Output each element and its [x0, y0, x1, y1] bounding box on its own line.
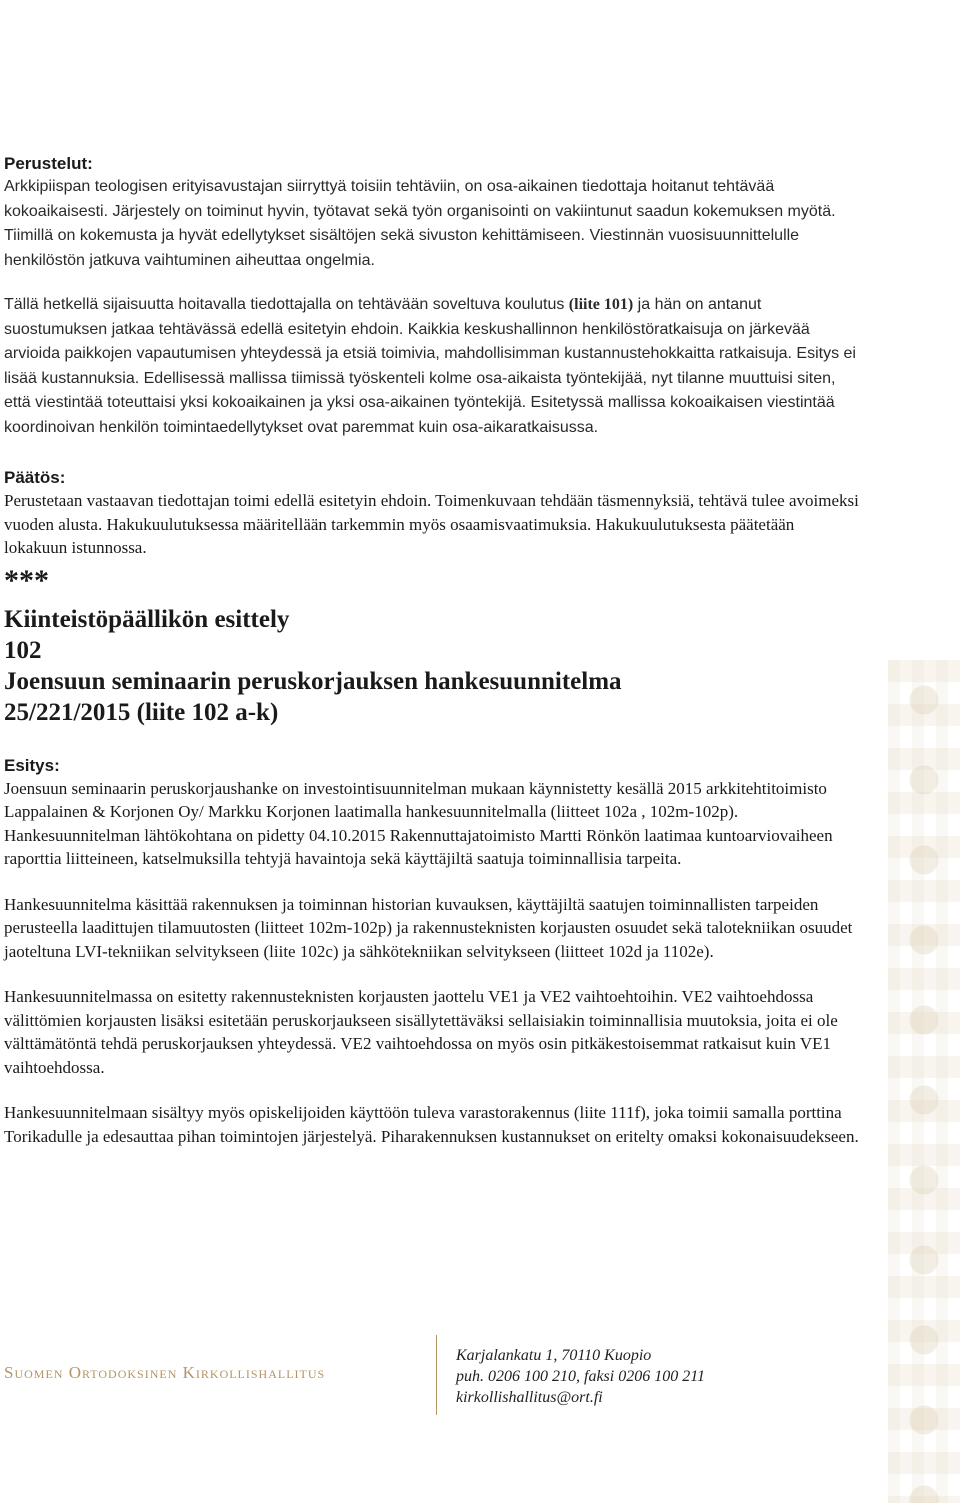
- contact-block: [456, 1345, 705, 1408]
- item-title: Joensuun seminaarin peruskorjauksen hankesuunnitelma: [4, 667, 622, 695]
- organization-name: Suomen Ortodoksinen Kirkollishallitus: [4, 1363, 326, 1382]
- item-number: 102: [4, 636, 42, 664]
- perustelut-paragraph-2: [4, 293, 860, 440]
- letterhead-footer: [4, 1335, 804, 1415]
- presenter-heading: Kiinteistöpäällikön esittely: [4, 605, 290, 633]
- esitys-paragraph-4: Hankesuunnitelmaan sisältyy myös opiskelijoiden käyttöön tuleva varastorakennus (liite 111f), joka toimii samalla porttina Torikadulle ja edesauttaa pihan toimintojen järjestelyä. Piharakennuksen kustannukset on eritelty omaksi kokonaisuudekseen.: [4, 1103, 859, 1146]
- esitys-paragraph-1: Joensuun seminaarin peruskorjaushanke on investointisuunnitelman mukaan käynnistetty kesällä 2015 arkkitehtitoimisto Lappalainen & Korjonen Oy/ Markku Korjonen laatimalla hankesuunnitelmalla (liitteet 102a , 102m-102p). Hankesuunnitelman lähtökohtana on pidetty 04.10.2015 Rakennuttajatoimisto Martti Rönkön laatimaa kuntoarviovaiheen raporttia liitteineen, katselmuksilla tehtyjä havaintoja sekä käyttäjiltä saatuja toiminnallisia tarpeita.: [4, 778, 833, 868]
- phone-line: puh. 0206 100 210, faksi 0206 100 211: [456, 1368, 706, 1385]
- esitys-heading: Esitys:: [4, 755, 60, 775]
- perustelut-p2-text-b: ja hän on antanut suostumuksen jatkaa tehtävässä edellä esitetyin ehdoin. Kaikkia keskushallinnon henkilöstöratkaisuja on järkevää arvioida paikkojen vapautumisen yhteydessä ja etsiä toimivia, mahdollisimman kustannustehokkaitta ratkaisuja. Esitys ei lisää kustannuksia. Edellisessä mallissa tiimissä työskenteli kolme osa-aikaista työntekijää, nyt tilanne muuttuisi siten, että viestintää toteuttaisi yksi kokoaikainen ja yksi osa-aikainen työntekijä. Esitetyssä mallissa kokoaikaisen viestintää koordinoivan henkilön toimintaedellytykset ovat paremmat kuin osa-aikaratkaisussa.: [4, 296, 856, 436]
- esitys-paragraph-2: Hankesuunnitelma käsittää rakennuksen ja toiminnan historian kuvauksen, käyttäjiltä saatujen toiminnallisten tarpeiden perusteella laadittujen tilamuutosten (liitteet 102m-102p) ja rakennusteknisten korjausten osuudet sekä talotekniikan osuudet jaoteltuna LVI-tekniikan selvitykseen (liite 102c) ja sähkötekniikan selvitykseen (liitteet 102d ja 1102e).: [4, 894, 853, 961]
- address-line: Karjalankatu 1, 70110 Kuopio: [456, 1347, 652, 1364]
- document-body: [4, 152, 860, 1148]
- footer-divider: [436, 1335, 437, 1415]
- paatos-paragraph: Perustetaan vastaavan tiedottajan toimi edellä esitetyin ehdoin. Toimenkuvaan tehdään täsmennyksiä, tehtävä tulee avoimeksi vuoden alusta. Hakukuulutuksessa määritellään tarkemmin myös osaamisvaatimuksia. Hakukuulutuksesta päätetään lokakuun istunnossa.: [4, 491, 859, 557]
- section-separator: ***: [4, 563, 49, 597]
- item-reference: 25/221/2015 (liite 102 a-k): [4, 698, 279, 726]
- paatos-heading: Päätös:: [4, 468, 66, 487]
- perustelut-p2-text-a: Tällä hetkellä sijaisuutta hoitavalla tiedottajalla on tehtävään soveltuva koulutus: [4, 296, 569, 313]
- perustelut-paragraph-1: Arkkipiispan teologisen erityisavustajan siirryttyä toisiin tehtäviin, on osa-aikainen tiedottaja hoitanut tehtävää kokoaikaisesti. Järjestely on toiminut hyvin, työtavat sekä työn organisointi on vakiintunut saadun kokemuksen myötä. Tiimillä on kokemusta ja hyvät edellytykset sisältöjen sekä sivuston kehittämiseen. Viestinnän vuosisuunnittelulle henkilöstön jatkuva vaihtuminen aiheuttaa ongelmia.: [4, 178, 836, 269]
- decorative-border-pattern: [888, 660, 960, 1503]
- email-line: kirkollishallitus@ort.fi: [456, 1389, 603, 1406]
- perustelut-heading: Perustelut:: [4, 154, 93, 173]
- attachment-reference-101: (liite 101): [568, 296, 634, 313]
- esitys-paragraph-3: Hankesuunnitelmassa on esitetty rakennusteknisten korjausten jaottelu VE1 ja VE2 vaihtoehtoihin. VE2 vaihtoehdossa välittömien korjausten lisäksi esitetään peruskorjaukseen sisällytettäväksi sellaisiakin toiminnallisia muutoksia, joita ei ole välttämätöntä tehdä peruskorjauksen yhteydessä. VE2 vaihtoehdossa on myös osin pitkäkestoisemmat ratkaisut kuin VE1 vaihtoehdossa.: [4, 987, 838, 1077]
